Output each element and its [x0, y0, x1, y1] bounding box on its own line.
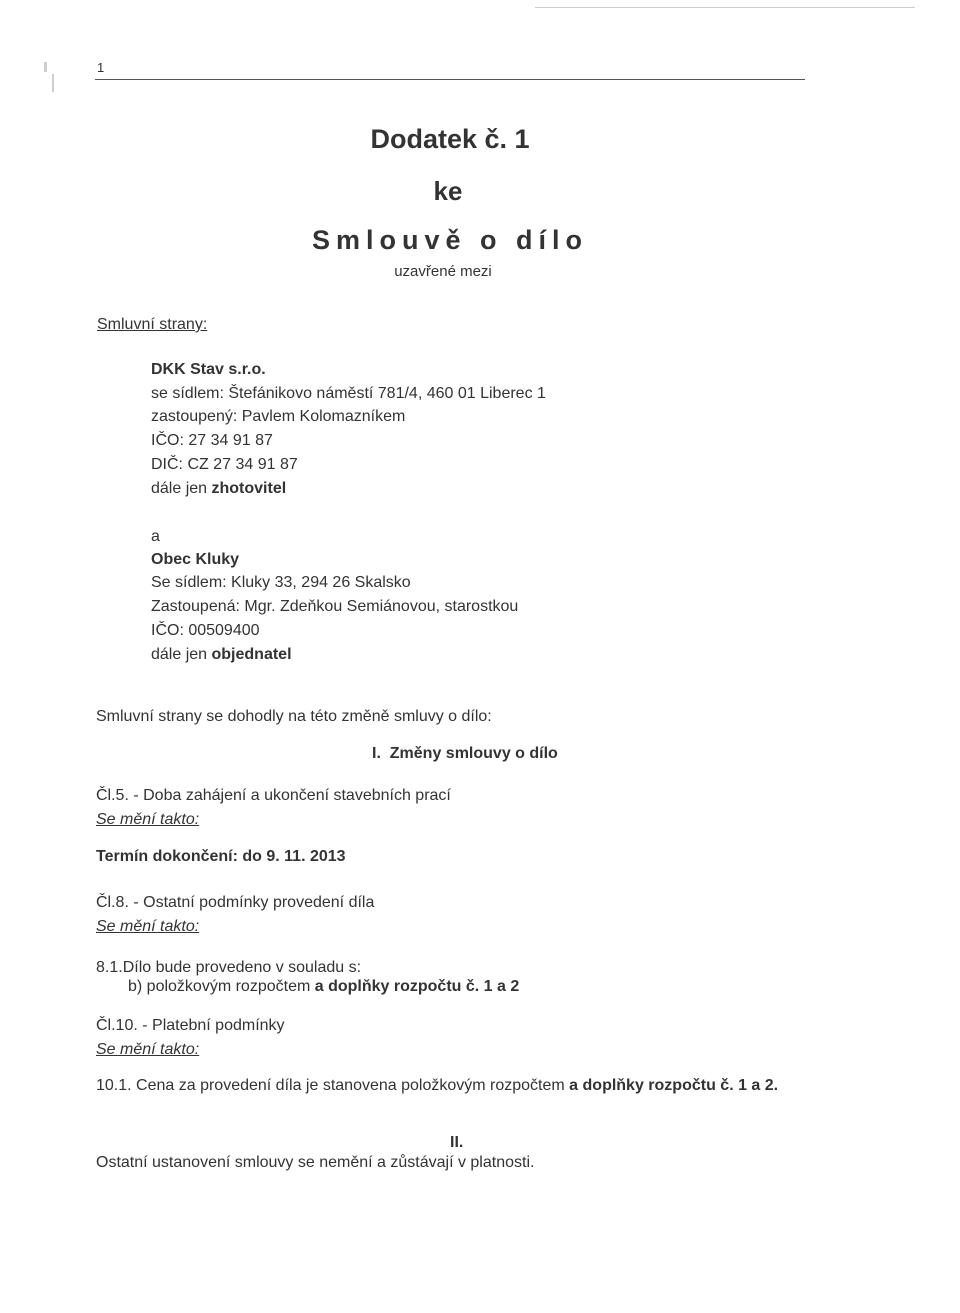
document-title: Dodatek č. 1 [370, 124, 530, 154]
contractor-name: DKK Stav s.r.o. [151, 361, 266, 378]
art8-subitem [128, 978, 519, 996]
art8-item: 8.1.Dílo bude provedeno v souladu s: [96, 959, 362, 976]
header-rule [95, 79, 805, 80]
contractor-hereinafter [151, 480, 286, 498]
art10-changes-label: Se mění takto: [96, 1041, 200, 1058]
contractor-ico: IČO: 27 34 91 87 [151, 432, 273, 449]
conjunction: a [151, 528, 160, 545]
concluded-between: uzavřené mezi [394, 263, 492, 280]
art5-changes-label: Se mění takto: [96, 811, 200, 828]
title-connector: ke [433, 176, 463, 206]
hereinafter-prefix: dále jen [151, 480, 208, 497]
client-seat: Se sídlem: Kluky 33, 294 26 Skalsko [151, 574, 411, 591]
art8-subitem-text: b) položkovým rozpočtem [128, 978, 311, 995]
art8-changes-label: Se mění takto: [96, 918, 200, 935]
art8-heading: Čl.8. - Ostatní podmínky provedení díla [96, 894, 375, 911]
section-1-heading: I. Změny smlouvy o dílo [372, 745, 558, 762]
art5-completion-term: Termín dokončení: do 9. 11. 2013 [96, 848, 346, 865]
client-name: Obec Kluky [151, 551, 240, 568]
art5-heading: Čl.5. - Doba zahájení a ukončení stavebních prací [96, 787, 451, 804]
art8-subitem-bold: a doplňky rozpočtu č. 1 a 2 [314, 978, 520, 995]
client-ico: IČO: 00509400 [151, 622, 260, 639]
scan-top-edge-line [535, 7, 915, 8]
final-clause: Ostatní ustanovení smlouvy se nemění a zůstávají v platnosti. [96, 1154, 535, 1171]
scan-artifact [52, 74, 54, 92]
parties-heading: Smluvní strany: [97, 316, 208, 333]
agreement-intro: Smluvní strany se dohodly na této změně smluvy o dílo: [96, 708, 492, 725]
scan-artifact [44, 62, 47, 72]
art10-item-text: 10.1. Cena za provedení díla je stanovena položkovým rozpočtem [96, 1077, 565, 1094]
hereinafter-prefix: dále jen [151, 646, 208, 663]
client-role: objednatel [211, 646, 292, 663]
client-represented: Zastoupená: Mgr. Zdeňkou Semiánovou, starostkou [151, 598, 519, 615]
section-2-heading: II. [450, 1134, 464, 1151]
contractor-role: zhotovitel [211, 480, 287, 497]
contract-title: Smlouvě o dílo [311, 225, 589, 255]
page-number: 1 [97, 60, 105, 75]
art10-item-bold: a doplňky rozpočtu č. 1 a 2. [569, 1077, 779, 1094]
art10-heading: Čl.10. - Platební podmínky [96, 1017, 285, 1034]
client-hereinafter [151, 646, 292, 664]
contractor-dic: DIČ: CZ 27 34 91 87 [151, 456, 298, 473]
contractor-represented: zastoupený: Pavlem Kolomazníkem [151, 408, 406, 425]
art10-item [96, 1077, 778, 1095]
contractor-seat: se sídlem: Štefánikovo náměstí 781/4, 460 01 Liberec 1 [151, 385, 546, 402]
